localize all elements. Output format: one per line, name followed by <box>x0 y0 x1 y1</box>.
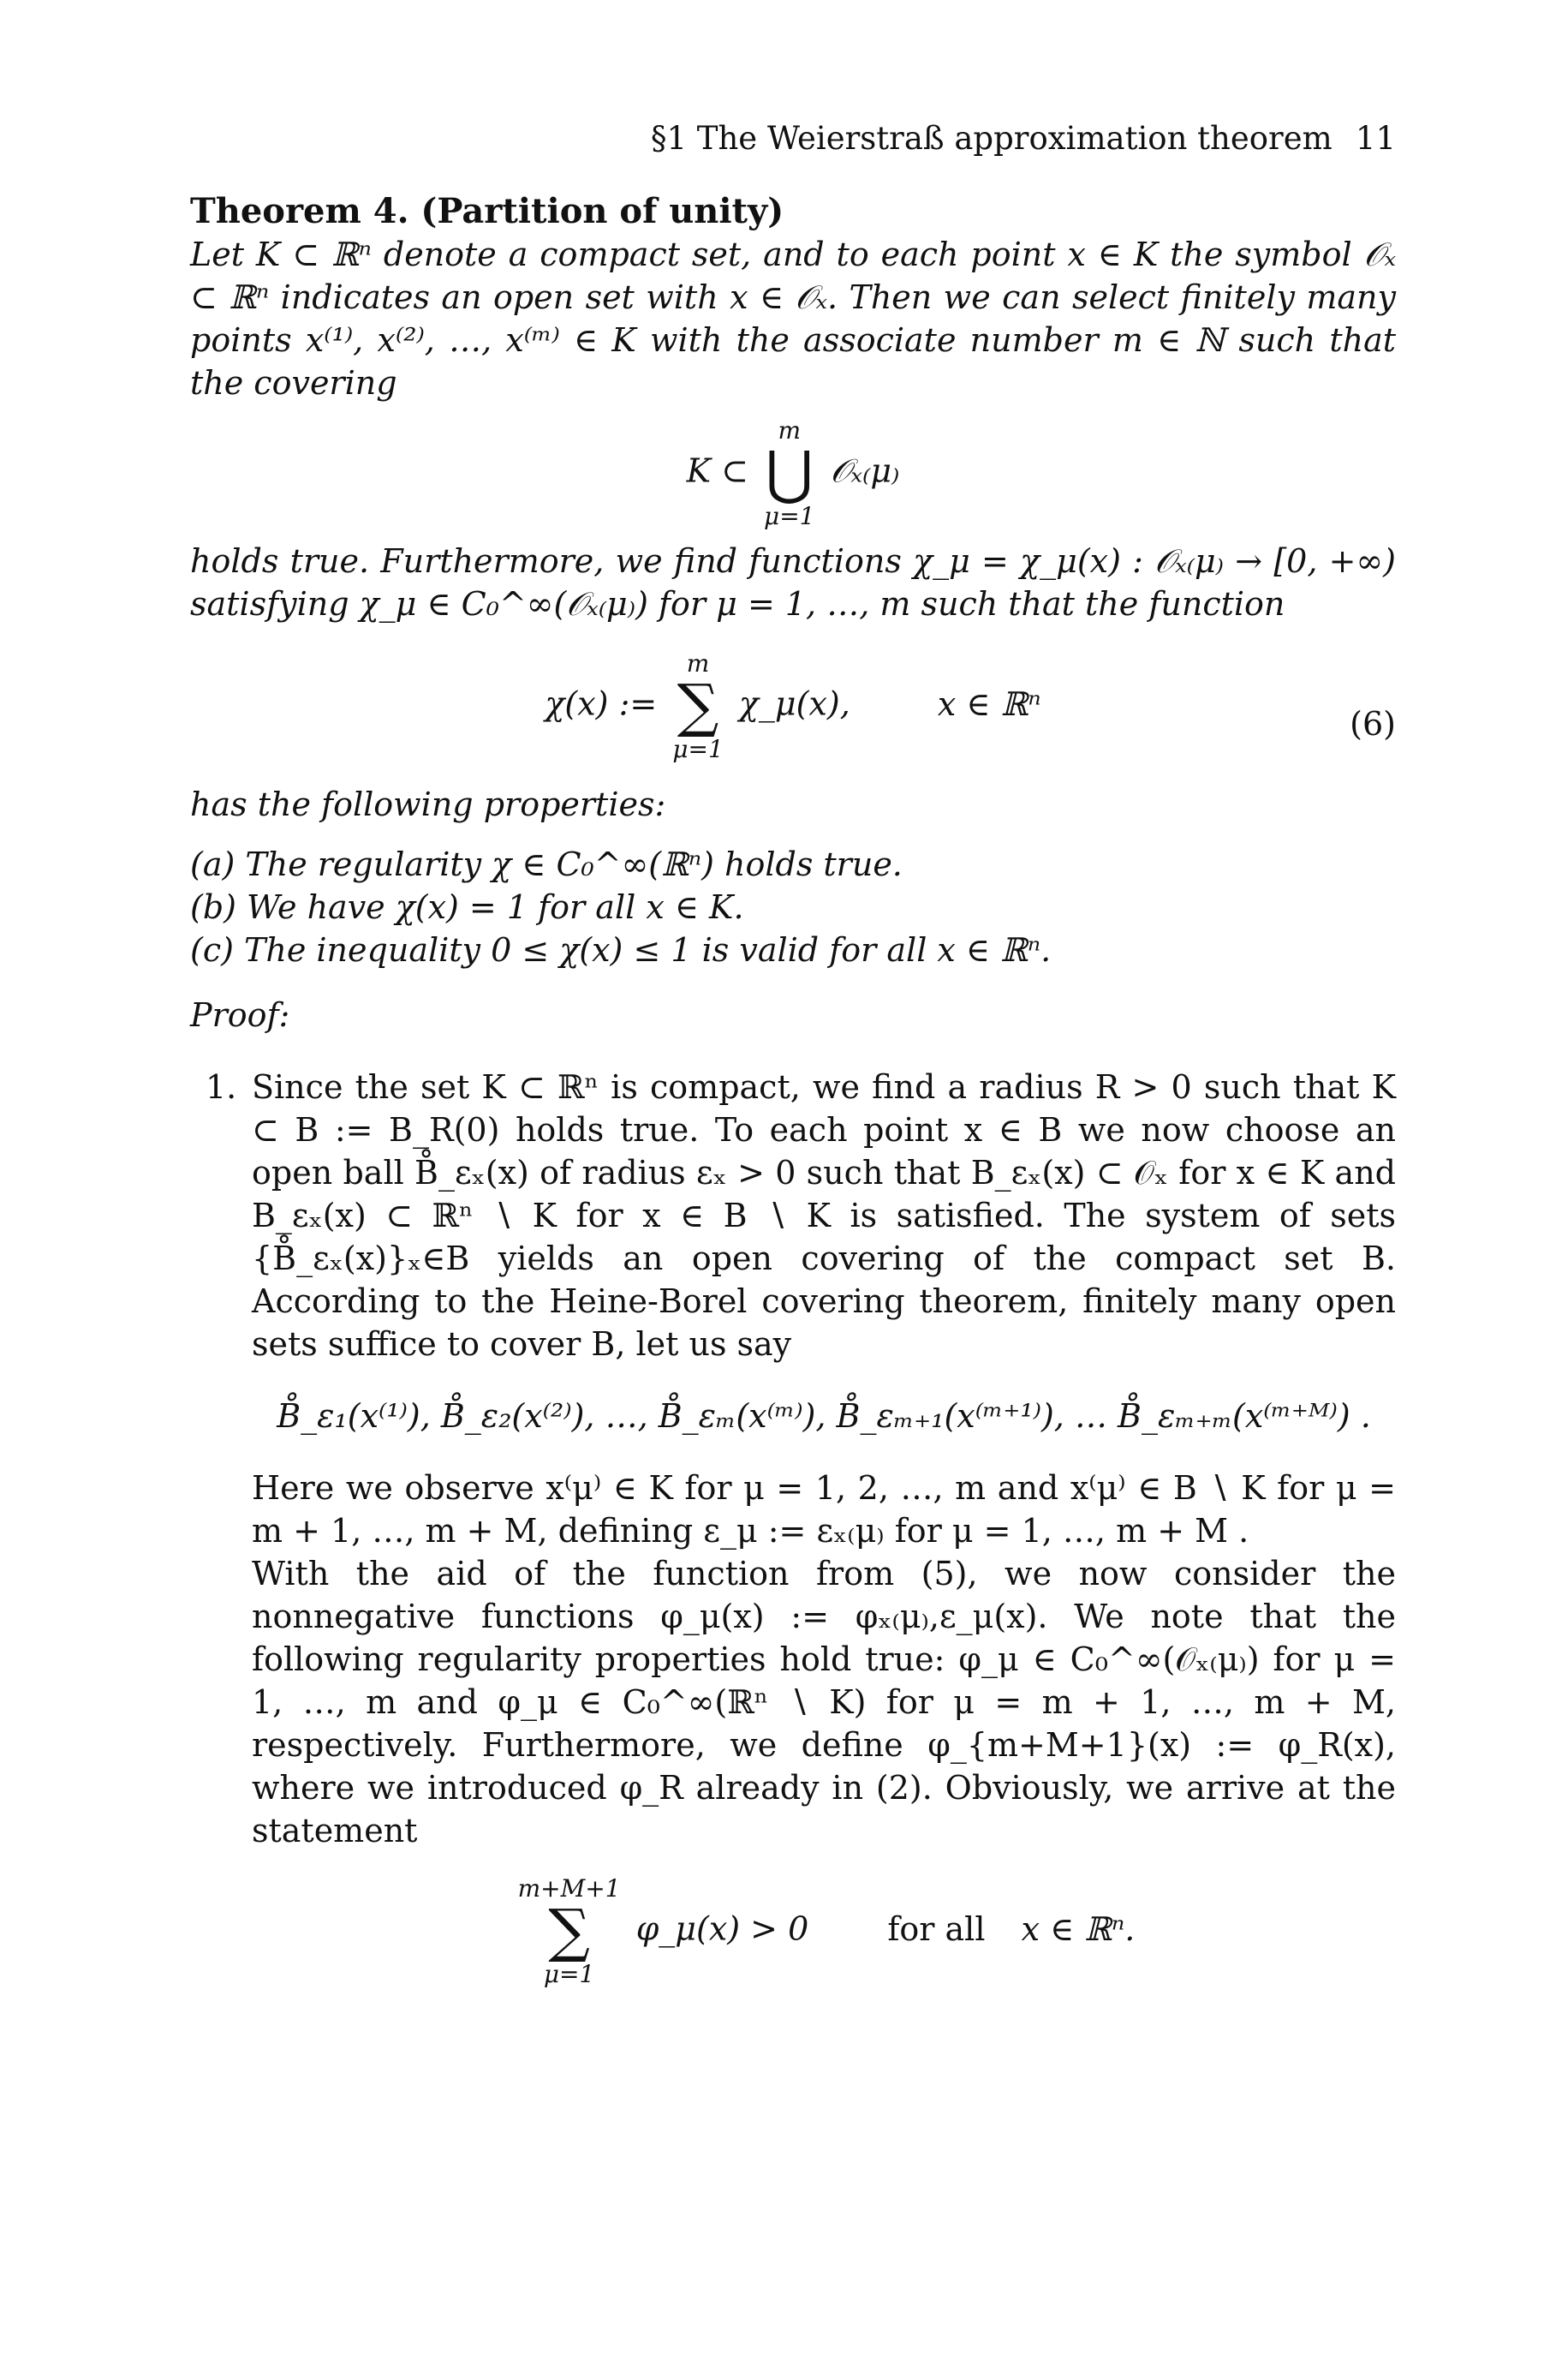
property-a: (a) The regularity χ ∈ C₀^∞(ℝⁿ) holds true. <box>190 845 903 883</box>
final-sum-lower-limit: μ=1 <box>543 1960 595 1988</box>
final-domain: x ∈ ℝⁿ. <box>1021 1909 1136 1948</box>
final-sum-symbol: ∑ <box>548 1897 590 1965</box>
eq6-rhs: χ_μ(x), <box>738 684 850 723</box>
proof-label: Proof: <box>190 996 290 1034</box>
balls-equation <box>252 1395 1396 1437</box>
covering-equation <box>190 418 1396 529</box>
page-number: 11 <box>1355 120 1396 157</box>
union-symbol: ⋃ <box>765 439 814 507</box>
property-b: (b) We have χ(x) = 1 for all x ∈ K. <box>190 888 744 926</box>
final-sum-rhs: φ_μ(x) > 0 <box>635 1909 809 1948</box>
proof-paragraph-1: Since the set K ⊂ ℝⁿ is compact, we find a radius R > 0 such that K ⊂ B := B_R(0) holds true. To each point x ∈ B we now choose an open ball B̊_εₓ(x) of radius εₓ > 0 such that B_εₓ(x) ⊂ 𝒪ₓ for x ∈ K and B_εₓ(x) ⊂ ℝⁿ ∖ K for x ∈ B ∖ K is satisfied. The system of sets {B̊_εₓ(x)}ₓ∈B yields an open covering of the compact set B. According to the Heine-Borel covering theorem, finitely many open sets suffice to cover B, let us say <box>252 1068 1396 1363</box>
equation-6 <box>190 651 1396 762</box>
final-sum-upper-limit: m+M+1 <box>517 1874 621 1903</box>
sum-lower-limit: μ=1 <box>672 735 724 763</box>
eq6-domain: x ∈ ℝⁿ <box>937 684 1041 723</box>
proof-paragraph-2: Here we observe x⁽μ⁾ ∈ K for μ = 1, 2, …, m and x⁽μ⁾ ∈ B ∖ K for μ = m + 1, …, m + M, defining ε_μ := εₓ₍μ₎ for μ = 1, …, m + M . <box>252 1469 1396 1550</box>
property-c: (c) The inequality 0 ≤ χ(x) ≤ 1 is valid for all x ∈ ℝⁿ. <box>190 931 1052 969</box>
final-forall: for all <box>887 1909 986 1948</box>
step-number: 1. <box>206 1068 237 1106</box>
sum-upper-limit: m <box>686 649 710 678</box>
eq6-lhs: χ(x) := <box>545 684 658 723</box>
properties-list <box>190 843 1396 971</box>
covering-rhs: 𝒪ₓ₍μ₎ <box>830 451 900 490</box>
sum-symbol: ∑ <box>677 672 719 740</box>
union-operator <box>764 418 814 529</box>
proof-step-1 <box>190 1066 1396 1987</box>
covering-lhs: K ⊂ <box>686 451 748 490</box>
main-content <box>190 190 1396 1998</box>
final-sum-equation <box>252 1876 1396 1987</box>
theorem-intro: Let K ⊂ ℝⁿ denote a compact set, and to each point x ∈ K the symbol 𝒪ₓ ⊂ ℝⁿ indicates an open set with x ∈ 𝒪ₓ. Then we can select finitely many points x⁽¹⁾, x⁽²⁾, …, x⁽ᵐ⁾ ∈ K with the associate number m ∈ ℕ such that the covering <box>190 236 1396 402</box>
balls-list: B̊_ε₁(x⁽¹⁾), B̊_ε₂(x⁽²⁾), …, B̊_εₘ(x⁽ᵐ⁾), B̊_εₘ₊₁(x⁽ᵐ⁺¹⁾), … B̊_εₘ₊ₘ(x⁽ᵐ⁺ᴹ⁾) . <box>277 1397 1371 1435</box>
theorem-middle: holds true. Furthermore, we find functions χ_μ = χ_μ(x) : 𝒪ₓ₍μ₎ → [0, +∞) satisfying χ_μ ∈ C₀^∞(𝒪ₓ₍μ₎) for μ = 1, …, m such that the function <box>190 542 1396 623</box>
properties-intro: has the following properties: <box>190 786 666 823</box>
union-lower-limit: μ=1 <box>764 502 815 530</box>
section-title: §1 The Weierstraß approximation theorem <box>651 120 1333 157</box>
final-sum-operator <box>518 1876 621 1987</box>
proof-paragraph-3: With the aid of the function from (5), we now consider the nonnegative functions φ_μ(x) := φₓ₍μ₎,ε_μ(x). We note that the following regularity properties hold true: φ_μ ∈ C₀^∞(𝒪ₓ₍μ₎) for μ = 1, …, m and φ_μ ∈ C₀^∞(ℝⁿ ∖ K) for μ = m + 1, …, m + M, respectively. Furthermore, we define φ_{m+M+1}(x) := φ_R(x), where we introduced φ_R already in (2). Obviously, we arrive at the statement <box>252 1555 1396 1849</box>
sum-operator <box>672 651 723 762</box>
equation-number: (6) <box>1350 705 1396 743</box>
theorem-title: Theorem 4. (Partition of unity) <box>190 191 784 231</box>
union-upper-limit: m <box>778 416 802 445</box>
